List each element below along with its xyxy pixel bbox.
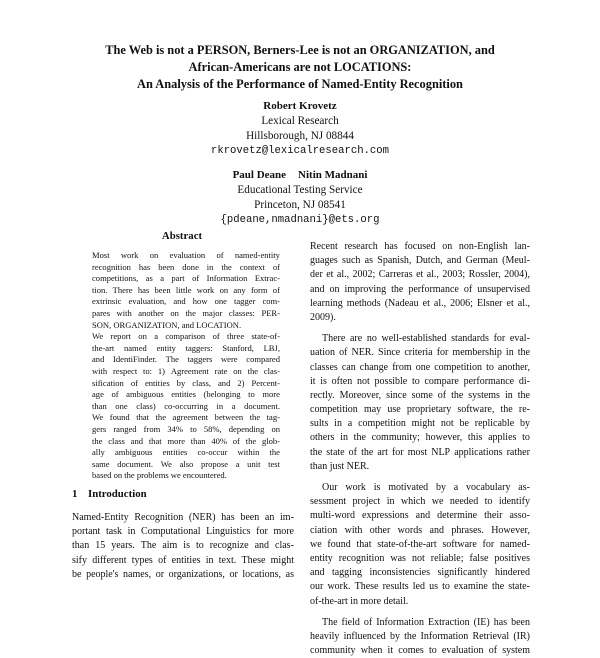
- title-line: The Web is not a PERSON, Berners-Lee is not an ORGANIZATION, and: [105, 43, 495, 57]
- author-affiliation: Lexical Research: [261, 115, 339, 127]
- abstract-line: ally ambiguous entities co-occur within the: [92, 447, 280, 458]
- title-line: An Analysis of the Performance of Named-Entity Recognition: [137, 77, 463, 91]
- author-name: Paul Deane: [232, 169, 287, 181]
- body-line: multi-word expressions and determine their asso-: [310, 510, 530, 522]
- body-line: and tagging inconsistencies significantly hindered: [310, 567, 530, 579]
- body-line: ciation with other words and phrases. However,: [310, 524, 530, 536]
- body-line: be people's names, or organizations, or locations, as: [72, 568, 294, 580]
- author-email[interactable]: {pdeane,nmadnani}@ets.org: [220, 214, 380, 226]
- section-title: Introduction: [88, 488, 147, 500]
- abstract-line: sification of entities by class, and 2) Percent-: [92, 377, 280, 388]
- abstract-line: than one class) co-occurring in a document.: [92, 400, 280, 411]
- body-line: The field of Information Extraction (IE) has been: [322, 616, 530, 628]
- introduction-body: [72, 511, 294, 582]
- body-line: There are no well-established standards for eval-: [322, 333, 530, 345]
- body-line: Recent research has focused on non-English lan-: [310, 241, 530, 252]
- abstract-line: tion. There has been little work on any form of: [92, 284, 280, 295]
- body-line: 2009).: [310, 311, 336, 323]
- abstract-heading: Abstract: [161, 230, 203, 242]
- body-line: classes can change from one competition to another,: [310, 361, 530, 373]
- paragraph: [310, 240, 530, 325]
- paragraph-gap: [310, 325, 530, 332]
- abstract-line: SON, ORGANIZATION, and LOCATION.: [92, 319, 242, 330]
- abstract-line: Most work on evaluation of named-entity: [92, 250, 280, 260]
- section-number: 1: [72, 488, 78, 500]
- body-line: sify different types of entities in text. These might: [72, 554, 294, 566]
- paragraph: [310, 332, 530, 474]
- author-affiliation: Educational Testing Service: [237, 184, 363, 196]
- paragraph: [310, 616, 530, 658]
- body-line: sessment project in which we needed to identify: [310, 496, 530, 508]
- abstract-line: with respect to: 1) Agreement rate on the clas-: [92, 365, 280, 376]
- abstract-line: based on the problems we encountered.: [92, 470, 227, 481]
- paper-title: [40, 42, 560, 93]
- body-line: der et al., 2002; Carreras et al., 2003; Rossler, 2004),: [310, 269, 530, 281]
- author-address: Hillsborough, NJ 08844: [246, 130, 354, 142]
- abstract-line: age of ambiguous entities (belonging to more: [92, 389, 280, 400]
- body-line: Our work is motivated by a vocabulary as-: [322, 482, 530, 493]
- body-line: than 15 years. The aim is to recognize and clas-: [72, 540, 294, 552]
- paragraph: [310, 481, 530, 609]
- body-line: we found that state-of-the-art software for named-: [310, 538, 530, 550]
- abstract-line: pares with another on the major classes: PER-: [92, 307, 280, 318]
- body-line: and on improving the performance of unsupervised: [310, 283, 530, 295]
- body-line: community when it comes to evaluation of system: [310, 645, 530, 657]
- body-line: Named-Entity Recognition (NER) has been an im-: [72, 512, 294, 523]
- author-names: [100, 168, 500, 183]
- body-line: rectly. Moreover, since some of the systems in the: [310, 389, 530, 401]
- author-block-2: [100, 168, 500, 228]
- section-heading: [72, 488, 147, 500]
- body-line: sults in a competition might not be replicable by: [310, 418, 530, 430]
- author-block-1: [100, 99, 500, 159]
- body-line: than just NER.: [310, 460, 370, 472]
- body-line: uation of NER. Since criteria for membership in the: [310, 347, 530, 359]
- paragraph-gap: [310, 474, 530, 481]
- body-line: of-the-art in more detail.: [310, 595, 409, 607]
- body-line: heavily influenced by the Information Retrieval (IR): [310, 630, 530, 642]
- body-line: portant task in Computational Linguistics for more: [72, 526, 294, 538]
- body-line: entity recognition was not reliable; false positives: [310, 552, 530, 564]
- body-line: learning methods (Nadeau et al., 2006; Elsner et al.,: [310, 297, 530, 309]
- author-name: Nitin Madnani: [298, 169, 368, 181]
- author-address: Princeton, NJ 08541: [254, 199, 346, 211]
- author-email[interactable]: rkrovetz@lexicalresearch.com: [210, 145, 389, 157]
- abstract-line: same document. We also propose a unit test: [92, 458, 280, 469]
- abstract-line: the class and that more than 40% of the glob-: [92, 435, 280, 446]
- body-line: others in the community; however, this applies to: [310, 432, 530, 444]
- right-column-body: [310, 240, 530, 658]
- title-line: African-Americans are not LOCATIONS:: [188, 60, 412, 74]
- body-line: guages such as Spanish, Dutch, and German (Meul-: [310, 255, 530, 267]
- author-name: Robert Krovetz: [263, 100, 337, 112]
- abstract-line: extrinsic evaluation, and how one tagger com-: [92, 296, 280, 307]
- abstract-line: We found that the agreement between the tag-: [92, 412, 280, 423]
- abstract-line: gers ranged from 34% to 58%, depending on: [92, 423, 280, 434]
- body-line: it is often not possible to compare performance di-: [310, 375, 530, 387]
- abstract-line: the-art named entity taggers: Stanford, LBJ,: [92, 342, 280, 353]
- abstract-line: competitions, as a part of Information Extrac-: [92, 273, 280, 284]
- abstract-body: [92, 250, 280, 482]
- abstract-line: recognition has been done in the context of: [92, 261, 280, 272]
- abstract-line: and IdentiFinder. The taggers were compared: [92, 354, 280, 365]
- body-line: competition may use proprietary software, the re-: [310, 404, 530, 416]
- body-line: the state of the art for most NLP applications rather: [310, 446, 530, 458]
- body-line: our work. These results led us to examine the state-: [310, 581, 530, 593]
- abstract-line: We report on a comparison of three state-of-: [92, 331, 280, 342]
- paragraph-gap: [310, 609, 530, 616]
